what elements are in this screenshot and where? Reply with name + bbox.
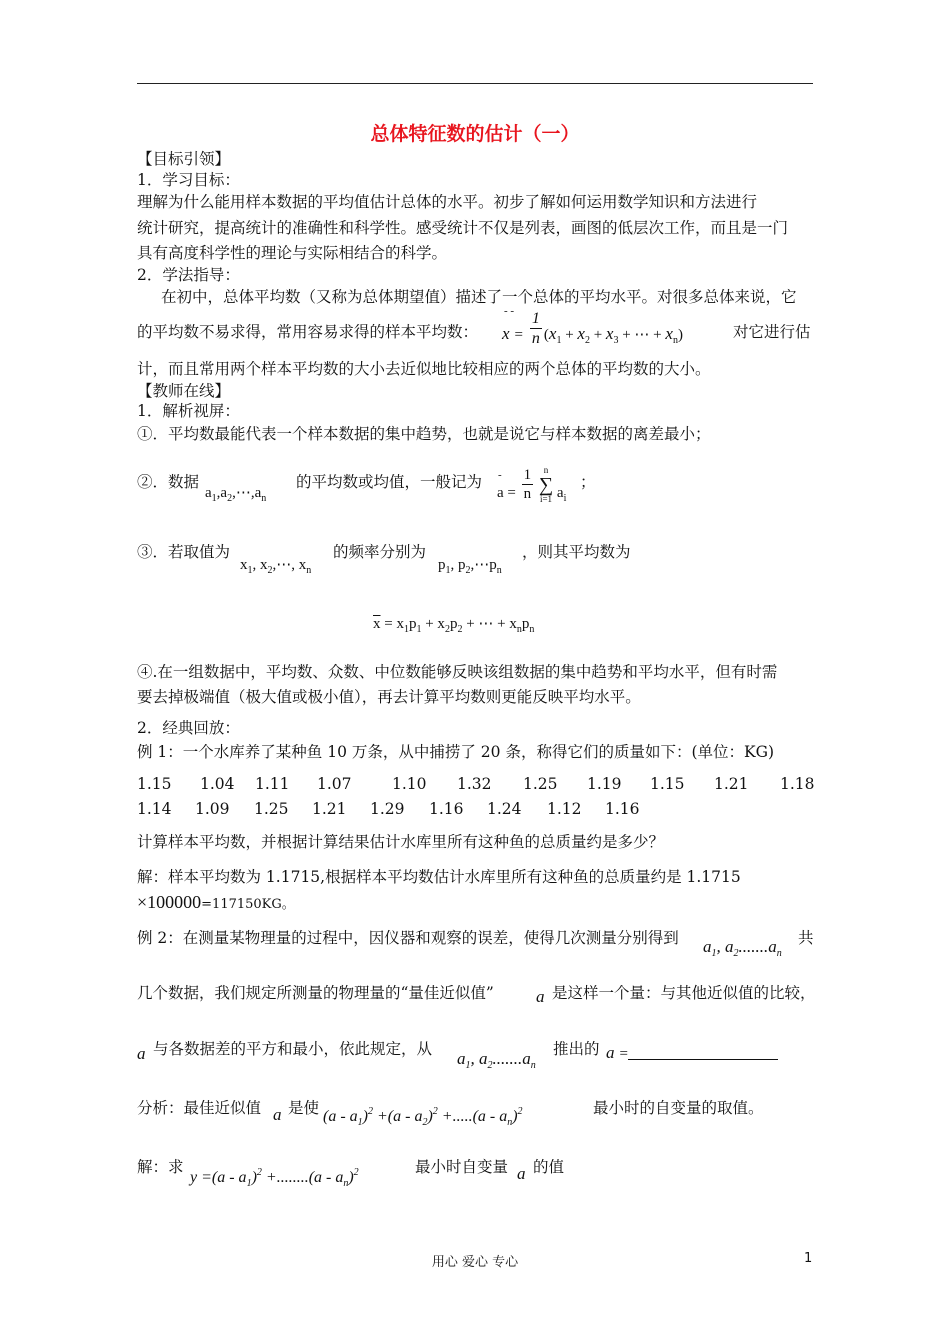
var-a-1: a (536, 987, 545, 1006)
footer-slogan: 用心 爱心 专心 (431, 1255, 519, 1270)
example-2-line-2-end: 是这样一个量：与其他近似值的比较， (552, 984, 816, 1002)
analysis: 分析：最佳近似值 (137, 1099, 262, 1117)
solution-2: 解：求 (137, 1158, 184, 1176)
example-2-line-3: 与各数据差的平方和最小，依此规定，从 (153, 1040, 433, 1058)
weighted-mean-formula: $\overline{x} = x_1p_1 + x_2p_2$ + ⋯ + $x_np_n$ (373, 616, 535, 635)
method-line-1: 在初中，总体平均数（又称为总体期望值）描述了一个总体的平均水平。对很多总体来说，它 (161, 288, 797, 306)
goal-line-1: 理解为什么能用样本数据的平均值估计总体的水平。初步了解如何运用数学知识和方法进行 (137, 193, 758, 211)
point-3-end: ，则其平均数为 (522, 543, 631, 561)
measure-sequence-2: $a_1$, $a_2.......a_n$ (457, 1049, 536, 1071)
example-1: 例 1：一个水库养了某种鱼 10 万条，从中捕捞了 20 条，称得它们的质量如下：(单位：KG) (137, 743, 775, 761)
point-2-end: ； (580, 473, 596, 491)
var-a-4: a (517, 1164, 526, 1183)
mean-sum-formula: a - = $\frac{1}{n}$ n ∑ i=1 $a_i$ (497, 465, 567, 505)
example-2-line-1: 例 2：在测量某物理量的过程中，因仪器和观察的误差，使得几次测量分别得到 (137, 929, 679, 947)
section-teacher: 【教师在线】 (137, 382, 231, 400)
var-a-2: a (137, 1044, 146, 1063)
value-sequence-x: $x_1$, $x_2,\cdots$, $x_n$ (240, 557, 312, 576)
point-4-line-1: ④.在一组数据中，平均数、众数、中位数能够反映该组数据的集中趋势和平均水平，但有时需 (137, 663, 778, 681)
point-2: ②．数据 (137, 473, 200, 491)
analysis-mid: 是使 (288, 1099, 320, 1117)
point-2-mid: 的平均数或均值，一般记为 (296, 473, 483, 491)
measure-sequence: $a_1$, $a_2.......a_n$ (703, 937, 782, 959)
point-1: ①．平均数最能代表一个样本数据的集中趋势，也就是说它与样本数据的离差最小； (137, 425, 711, 443)
point-3: ③．若取值为 (137, 543, 231, 561)
function-y-expression: $y =(a - a_1)^2 +........(a - a_n)^2$ (190, 1167, 359, 1189)
goal-line-2: 统计研究，提高统计的准确性和科学性。感受统计不仅是列表，画图的低层次工作，而且是一门 (137, 219, 789, 237)
example-2-line-1-end: 共 (798, 929, 814, 947)
solution-1-line-1: 解：样本平均数为 1.1715,根据样本平均数估计水库里所有这种鱼的总质量约是 1.1715 (137, 868, 741, 886)
item-learning-goal: 1．学习目标： (137, 171, 240, 189)
item-classic: 2．经典回放： (137, 719, 240, 737)
data-sequence-a: $a_1,a_2,\cdots,a_n$ (205, 485, 267, 504)
analysis-end: 最小时的自变量的取值。 (593, 1099, 764, 1117)
page-number: 1 (804, 1251, 813, 1266)
point-3-mid: 的频率分别为 (333, 543, 427, 561)
item-analysis: 1．解析视屏： (137, 402, 240, 420)
page-title: 总体特征数的估计（一） (370, 123, 580, 145)
solution-2-mid: 最小时自变量 (415, 1158, 509, 1176)
item-method: 2．学法指导： (137, 266, 240, 284)
section-target: 【目标引领】 (137, 150, 231, 168)
method-line-2-end: 对它进行估 (733, 323, 811, 341)
point-4-line-2: 要去掉极端值（极大值或极小值），再去计算平均数则更能反映平均水平。 (137, 688, 641, 706)
example-2-line-3-mid: 推出的 (553, 1040, 600, 1058)
example-1-question: 计算样本平均数，并根据计算结果估计水库里所有这种鱼的总质量约是多少？ (137, 833, 665, 851)
example-2-line-2: 几个数据，我们规定所测量的物理量的“量佳近似值” (137, 984, 494, 1002)
solution-2-end: 的值 (533, 1158, 565, 1176)
method-line-2: 的平均数不易求得，常用容易求得的样本平均数： (137, 323, 479, 341)
solution-1-line-2: ×100000=117150KG。 (137, 892, 295, 912)
goal-line-3: 具有高度科学性的理论与实际相结合的科学。 (137, 244, 448, 262)
answer-blank: a = (606, 1044, 778, 1062)
header-rule (137, 83, 813, 84)
var-a-3: a (273, 1105, 282, 1124)
sample-mean-formula: x - - = $\frac{1}{n}$ ($x_1 + x_2 + x_3$ + ⋯ + $x_n$) (502, 305, 683, 347)
squared-sum-expression: $(a - a_1)^2 +(a - a_2)^2 +.....(a - a_n)^2$ (323, 1106, 523, 1128)
method-line-3: 计，而且常用两个样本平均数的大小去近似地比较相应的两个总体的平均数的大小。 (137, 360, 711, 378)
freq-sequence-p: $p_1$, $p_2,\cdots p_n$ (438, 557, 502, 576)
